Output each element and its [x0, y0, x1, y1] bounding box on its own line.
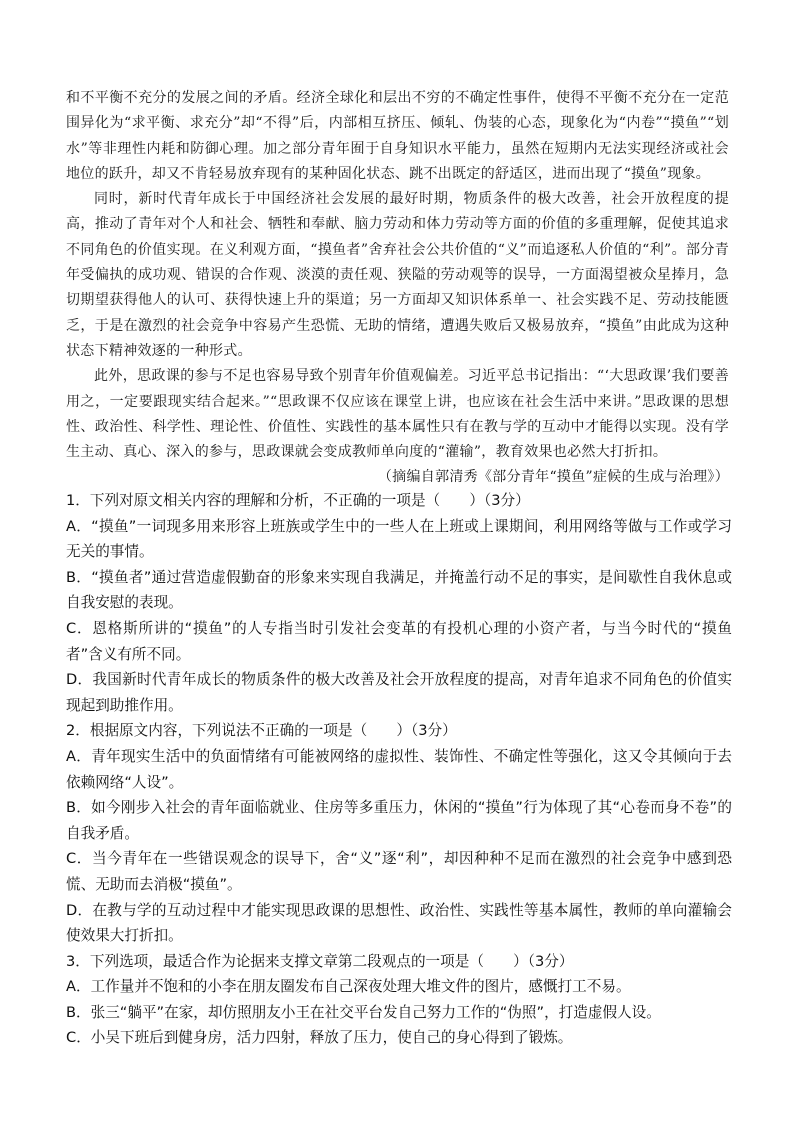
reading-passage	[66, 86, 729, 491]
question-list	[66, 488, 732, 1051]
option-a: A．工作量并不饱和的小李在朋友圈发布自己深夜处理大堆文件的图片，感慨打工不易。	[66, 978, 631, 996]
option-c: C．当今青年在一些错误观念的误导下，舍“义”逐“利”，却因种种不足而在激烈的社会竞争中感到恐慌、无助而去消极“摸鱼”。	[66, 850, 732, 893]
question-stem: 1．下列对原文相关内容的理解和分析，不正确的一项是（ ）（3分）	[66, 492, 530, 509]
option-b: B．如今刚步入社会的青年面临就业、住房等多重压力，休闲的“摸鱼”行为体现了其“心卷而身不卷”的自我矛盾。	[66, 799, 732, 842]
option-a: A．“摸鱼”一词现多用来形容上班族或学生中的一些人在上班或上课期间，利用网络等做与工作或学习无关的事情。	[66, 517, 732, 561]
question-2	[66, 718, 732, 948]
passage-paragraph-1: 和不平衡不充分的发展之间的矛盾。经济全球化和层出不穷的不确定性事件，使得不平衡不充分在一定范围异化为“求平衡、求充分”却“不得”后，内部相互挤压、倾轧、伪装的心态，现象化为“内卷”“摸鱼”“划水”等非理性内耗和防御心理。加之部分青年囿于自身知识水平能力，虽然在短期内无法实现经济或社会地位的跃升，却又不肯轻易放弃现有的某种固化状态、跳不出既定的舒适区，进而出现了“摸鱼”现象。	[66, 90, 729, 182]
option-b: B．“摸鱼者”通过营造虚假勤奋的形象来实现自我满足，并掩盖行动不足的事实，是间歇性自我休息或自我安慰的表现。	[66, 568, 732, 612]
passage-paragraph-2: 同时，新时代青年成长于中国经济社会发展的最好时期，物质条件的极大改善，社会开放程度的提高，推动了青年对个人和社会、牺牲和奉献、脑力劳动和体力劳动等方面的价值的多重理解，促使其追求不同角色的价值实现。在义利观方面，“摸鱼者”舍弃社会公共价值的“义”而追逐私人价值的“利”。部分青年受偏执的成功观、错误的合作观、淡漠的责任观、狭隘的劳动观等的误导，一方面渴望被众星捧月，急切期望获得他人的认可、获得快速上升的渠道；另一方面却又知识体系单一、社会实践不足、劳动技能匮乏，于是在激烈的社会竞争中容易产生恐慌、无助的情绪，遭遇失败后又极易放弃，“摸鱼”由此成为这种状态下精神效逐的一种形式。	[66, 191, 729, 359]
option-c: C．恩格斯所讲的“摸鱼”的人专指当时引发社会变革的有投机心理的小资产者，与当今时代的“摸鱼者”含义有所不同。	[66, 619, 732, 663]
question-1	[66, 488, 732, 718]
option-b: B．张三“躺平”在家，却仿照朋友小王在社交平台发自己努力工作的“伪照”，打造虚假人设。	[66, 1003, 661, 1021]
option-d: D．我国新时代青年成长的物质条件的极大改善及社会开放程度的提高，对青年追求不同角色的价值实现起到助推作用。	[66, 671, 732, 714]
question-3	[66, 949, 732, 1051]
passage-source-citation: （摘编自郭清秀《部分青年“摸鱼”症候的生成与治理》）	[377, 469, 729, 486]
question-stem: 2．根据原文内容，下列说法不正确的一项是（ ）（3分）	[66, 722, 457, 740]
option-a: A．青年现实生活中的负面情绪有可能被网络的虚拟性、装饰性、不确定性等强化，这又令其倾向于去依赖网络“人设”。	[66, 747, 732, 791]
question-stem: 3．下列选项，最适合作为论据来支撑文章第二段观点的一项是（ ）（3分）	[66, 952, 574, 970]
option-d: D．在教与学的互动过程中才能实现思政课的思想性、政治性、实践性等基本属性，教师的单向灌输会使效果大打折扣。	[66, 901, 732, 945]
option-c: C．小吴下班后到健身房，活力四射，释放了压力，使自己的身心得到了锻炼。	[66, 1029, 573, 1047]
passage-paragraph-3: 此外，思政课的参与不足也容易导致个别青年价值观偏差。习近平总书记指出：“‘大思政课’我们要善用之，一定要跟现实结合起来。”“思政课不仅应该在课堂上讲，也应该在社会生活中来讲。”思政课的思想性、政治性、科学性、理论性、价值性、实践性的基本属性只有在教与学的互动中才能得以实现。没有学生主动、真心、深入的参与，思政课就会变成教师单向度的“灌输”，教育效果也必然大打折扣。	[66, 368, 729, 461]
